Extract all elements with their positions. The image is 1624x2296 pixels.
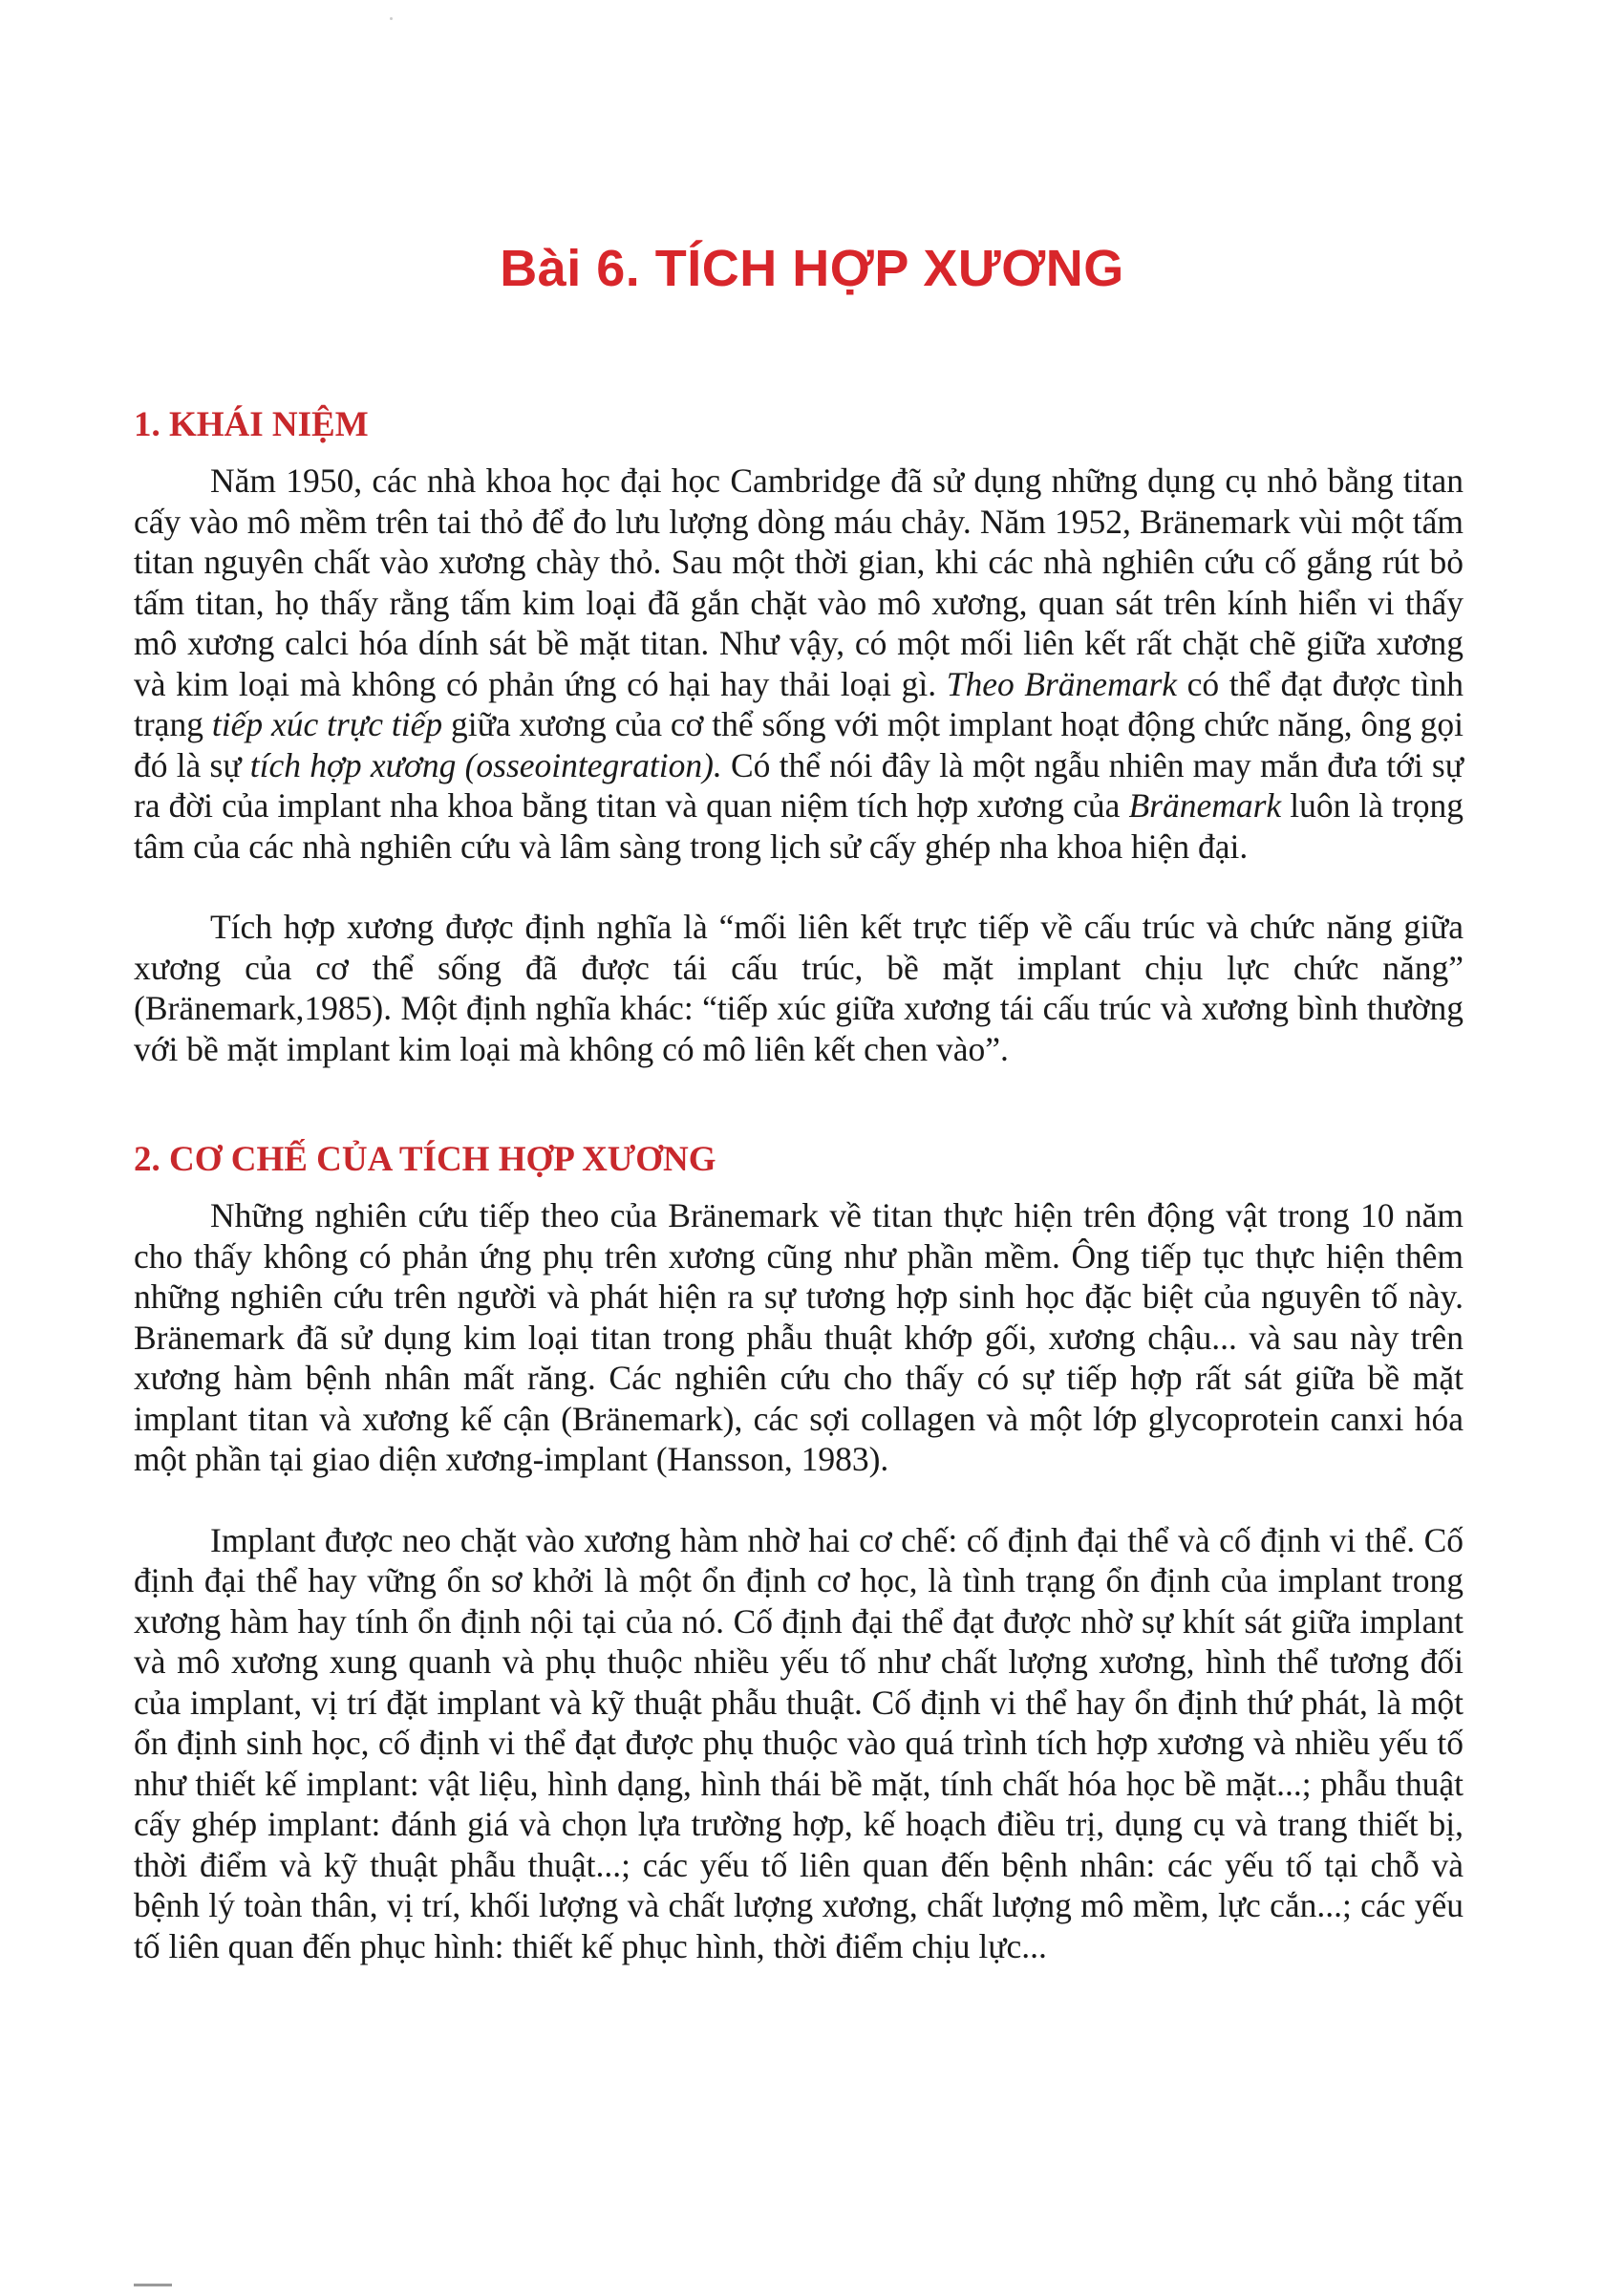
page-content [134, 401, 1464, 1966]
scan-speck [390, 17, 393, 20]
paragraph-concept-2: Tích hợp xương được định nghĩa là “mối liên kết trực tiếp về cấu trúc và chức năng giữa xương của cơ thể sống đã được tái cấu trúc, bề mặt implant chịu lực chức năng” (Bränemark,1985). Một định nghĩa khác: “tiếp xúc giữa xương tái cấu trúc và xương bình thường với bề mặt implant kim loại mà không có mô liên kết chen vào”. [134, 908, 1464, 1068]
text-run: Năm 1950, các nhà khoa học đại học Cambridge đã sử dụng những dụng cụ nhỏ bằng titan cấy vào mô mềm trên tai thỏ để đo lưu lượng dòng máu chảy. Năm 1952, Bränemark vùi một tấm titan nguyên chất vào xương chày thỏ. Sau một thời gian, khi các nhà nghiên cứu cố gắng rút bỏ tấm titan, họ thấy rằng tấm kim loại đã gắn chặt vào mô xương, quan sát trên kính hiển vi thấy mô xương calci hóa dính sát bề mặt titan. Như vậy, có một mối liên kết rất chặt chẽ giữa xương và kim loại mà không có phản ứng có hại hay thải loại gì. [134, 461, 1464, 703]
paragraph-mechanism-1: Những nghiên cứu tiếp theo của Bränemark về titan thực hiện trên động vật trong 10 năm cho thấy không có phản ứng phụ trên xương cũng như phần mềm. Ông tiếp tục thực hiện thêm những nghiên cứu trên người và phát hiện ra sự tương hợp sinh học đặc biệt của nguyên tố này. Bränemark đã sử dụng kim loại titan trong phẫu thuật khớp gối, xương chậu... và sau này trên xương hàm bệnh nhân mất răng. Các nghiên cứu cho thấy có sự tiếp hợp rất sát giữa bề mặt implant titan và xương kế cận (Bränemark), các sợi collagen và một lớp glycoprotein canxi hóa một phần tại giao diện xương-implant (Hansson, 1983). [134, 1196, 1464, 1478]
italic-text-run: Theo Bränemark [946, 664, 1178, 703]
italic-text-run: tiếp xúc trực tiếp [211, 705, 443, 743]
text-run: luôn là trọng tâm của các nhà nghiên cứu và lâm sàng trong lịch sử cấy ghép nha khoa hiện đại. [134, 786, 1464, 866]
text-run: Có thể nói đây là một ngẫu nhiên may mắn đưa tới sự ra đời của implant nha khoa bằng titan và quan niệm tích hợp xương của [134, 745, 1464, 825]
text-run: giữa xương của cơ thể sống với một implant hoạt động chức năng, ông gọi đó là sự [134, 705, 1464, 784]
italic-text-run: tích hợp xương (osseointegration). [249, 745, 722, 784]
paragraph-concept-1 [134, 461, 1464, 867]
section-heading-concept: 1. KHÁI NIỆM [134, 405, 369, 444]
section-heading-mechanism: 2. CƠ CHẾ CỦA TÍCH HỢP XƯƠNG [134, 1140, 716, 1179]
paragraph-mechanism-2: Implant được neo chặt vào xương hàm nhờ hai cơ chế: cố định đại thể và cố định vi thể. Cố định đại thể hay vững ổn sơ khởi là một ổn định cơ học, là tình trạng ổn định của implant trong xương hàm hay tính ổn định nội tại của nó. Cố định đại thể đạt được nhờ sự khít sát giữa implant và mô xương xung quanh và phụ thuộc nhiều yếu tố như chất lượng xương, hình thể tương đối của implant, vị trí đặt implant và kỹ thuật phẫu thuật. Cố định vi thể hay ổn định thứ phát, là một ổn định sinh học, cố định vi thể đạt được phụ thuộc vào quá trình tích hợp xương và nhiều yếu tố như thiết kế implant: vật liệu, hình dạng, hình thái bề mặt, tính chất hóa học bề mặt...; phẫu thuật cấy ghép implant: đánh giá và chọn lựa trường hợp, kế hoạch điều trị, dụng cụ và trang thiết bị, thời điểm và kỹ thuật phẫu thuật...; các yếu tố liên quan đến bệnh nhân: các yếu tố tại chỗ và bệnh lý toàn thân, vị trí, khối lượng và chất lượng xương, chất lượng mô mềm, lực cắn...; các yếu tố liên quan đến phục hình: thiết kế phục hình, thời điểm chịu lực... [134, 1520, 1464, 1965]
chapter-title: Bài 6. TÍCH HỢP XƯƠNG [500, 240, 1124, 297]
page-number-mark [134, 2284, 172, 2286]
italic-text-run: Bränemark [1128, 786, 1282, 825]
text-run: có thể đạt được tình trạng [134, 664, 1464, 743]
